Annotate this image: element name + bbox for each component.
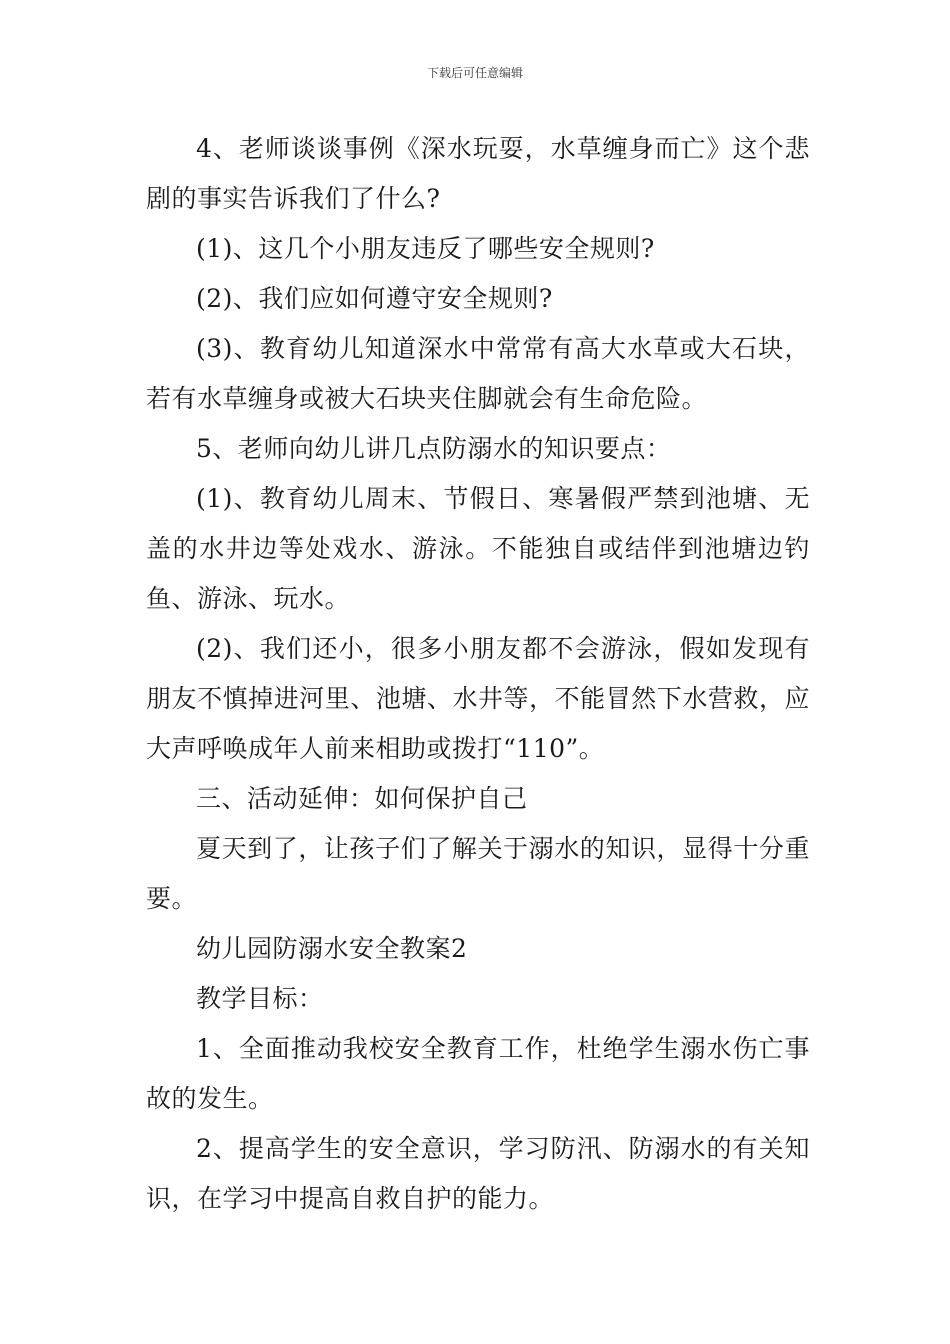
paragraph-sub-2: (2)、我们应如何遵守安全规则? [196, 284, 553, 313]
paragraph-point-2: (2)、我们还小，很多小朋友都不会游泳，假如发现有朋友不慎掉进河里、池塘、水井等，不能冒然下水营救，应大声呼唤成年人前来相助或拨打“110”。 [146, 634, 810, 763]
paragraph-extension-heading: 三、活动延伸：如何保护自己 [196, 784, 528, 813]
paragraph-knowledge-points: 5、老师向幼儿讲几点防溺水的知识要点： [196, 434, 672, 463]
paragraph-sub-1: (1)、这几个小朋友违反了哪些安全规则? [196, 234, 655, 263]
document-body [146, 124, 810, 1224]
paragraph-goal-1: 1、全面推动我校安全教育工作，杜绝学生溺水伤亡事故的发生。 [146, 1034, 810, 1113]
header-note: 下载后可任意编辑 [426, 66, 523, 80]
paragraph-sub-3: (3)、教育幼儿知道深水中常常有高大水草或大石块，若有水草缠身或被大石块夹住脚就会有生命危险。 [146, 334, 810, 413]
section-title: 幼儿园防溺水安全教案2 [196, 934, 468, 963]
paragraph-goals-heading: 教学目标： [196, 984, 324, 1013]
paragraph-story-question: 4、老师谈谈事例《深水玩耍，水草缠身而亡》这个悲剧的事实告诉我们了什么? [146, 134, 810, 213]
paragraph-goal-2: 2、提高学生的安全意识，学习防汛、防溺水的有关知识，在学习中提高自救自护的能力。 [146, 1134, 810, 1213]
paragraph-summer: 夏天到了，让孩子们了解关于溺水的知识，显得十分重要。 [146, 834, 810, 913]
paragraph-point-1: (1)、教育幼儿周末、节假日、寒暑假严禁到池塘、无盖的水井边等处戏水、游泳。不能独自或结伴到池塘边钓鱼、游泳、玩水。 [146, 484, 810, 613]
